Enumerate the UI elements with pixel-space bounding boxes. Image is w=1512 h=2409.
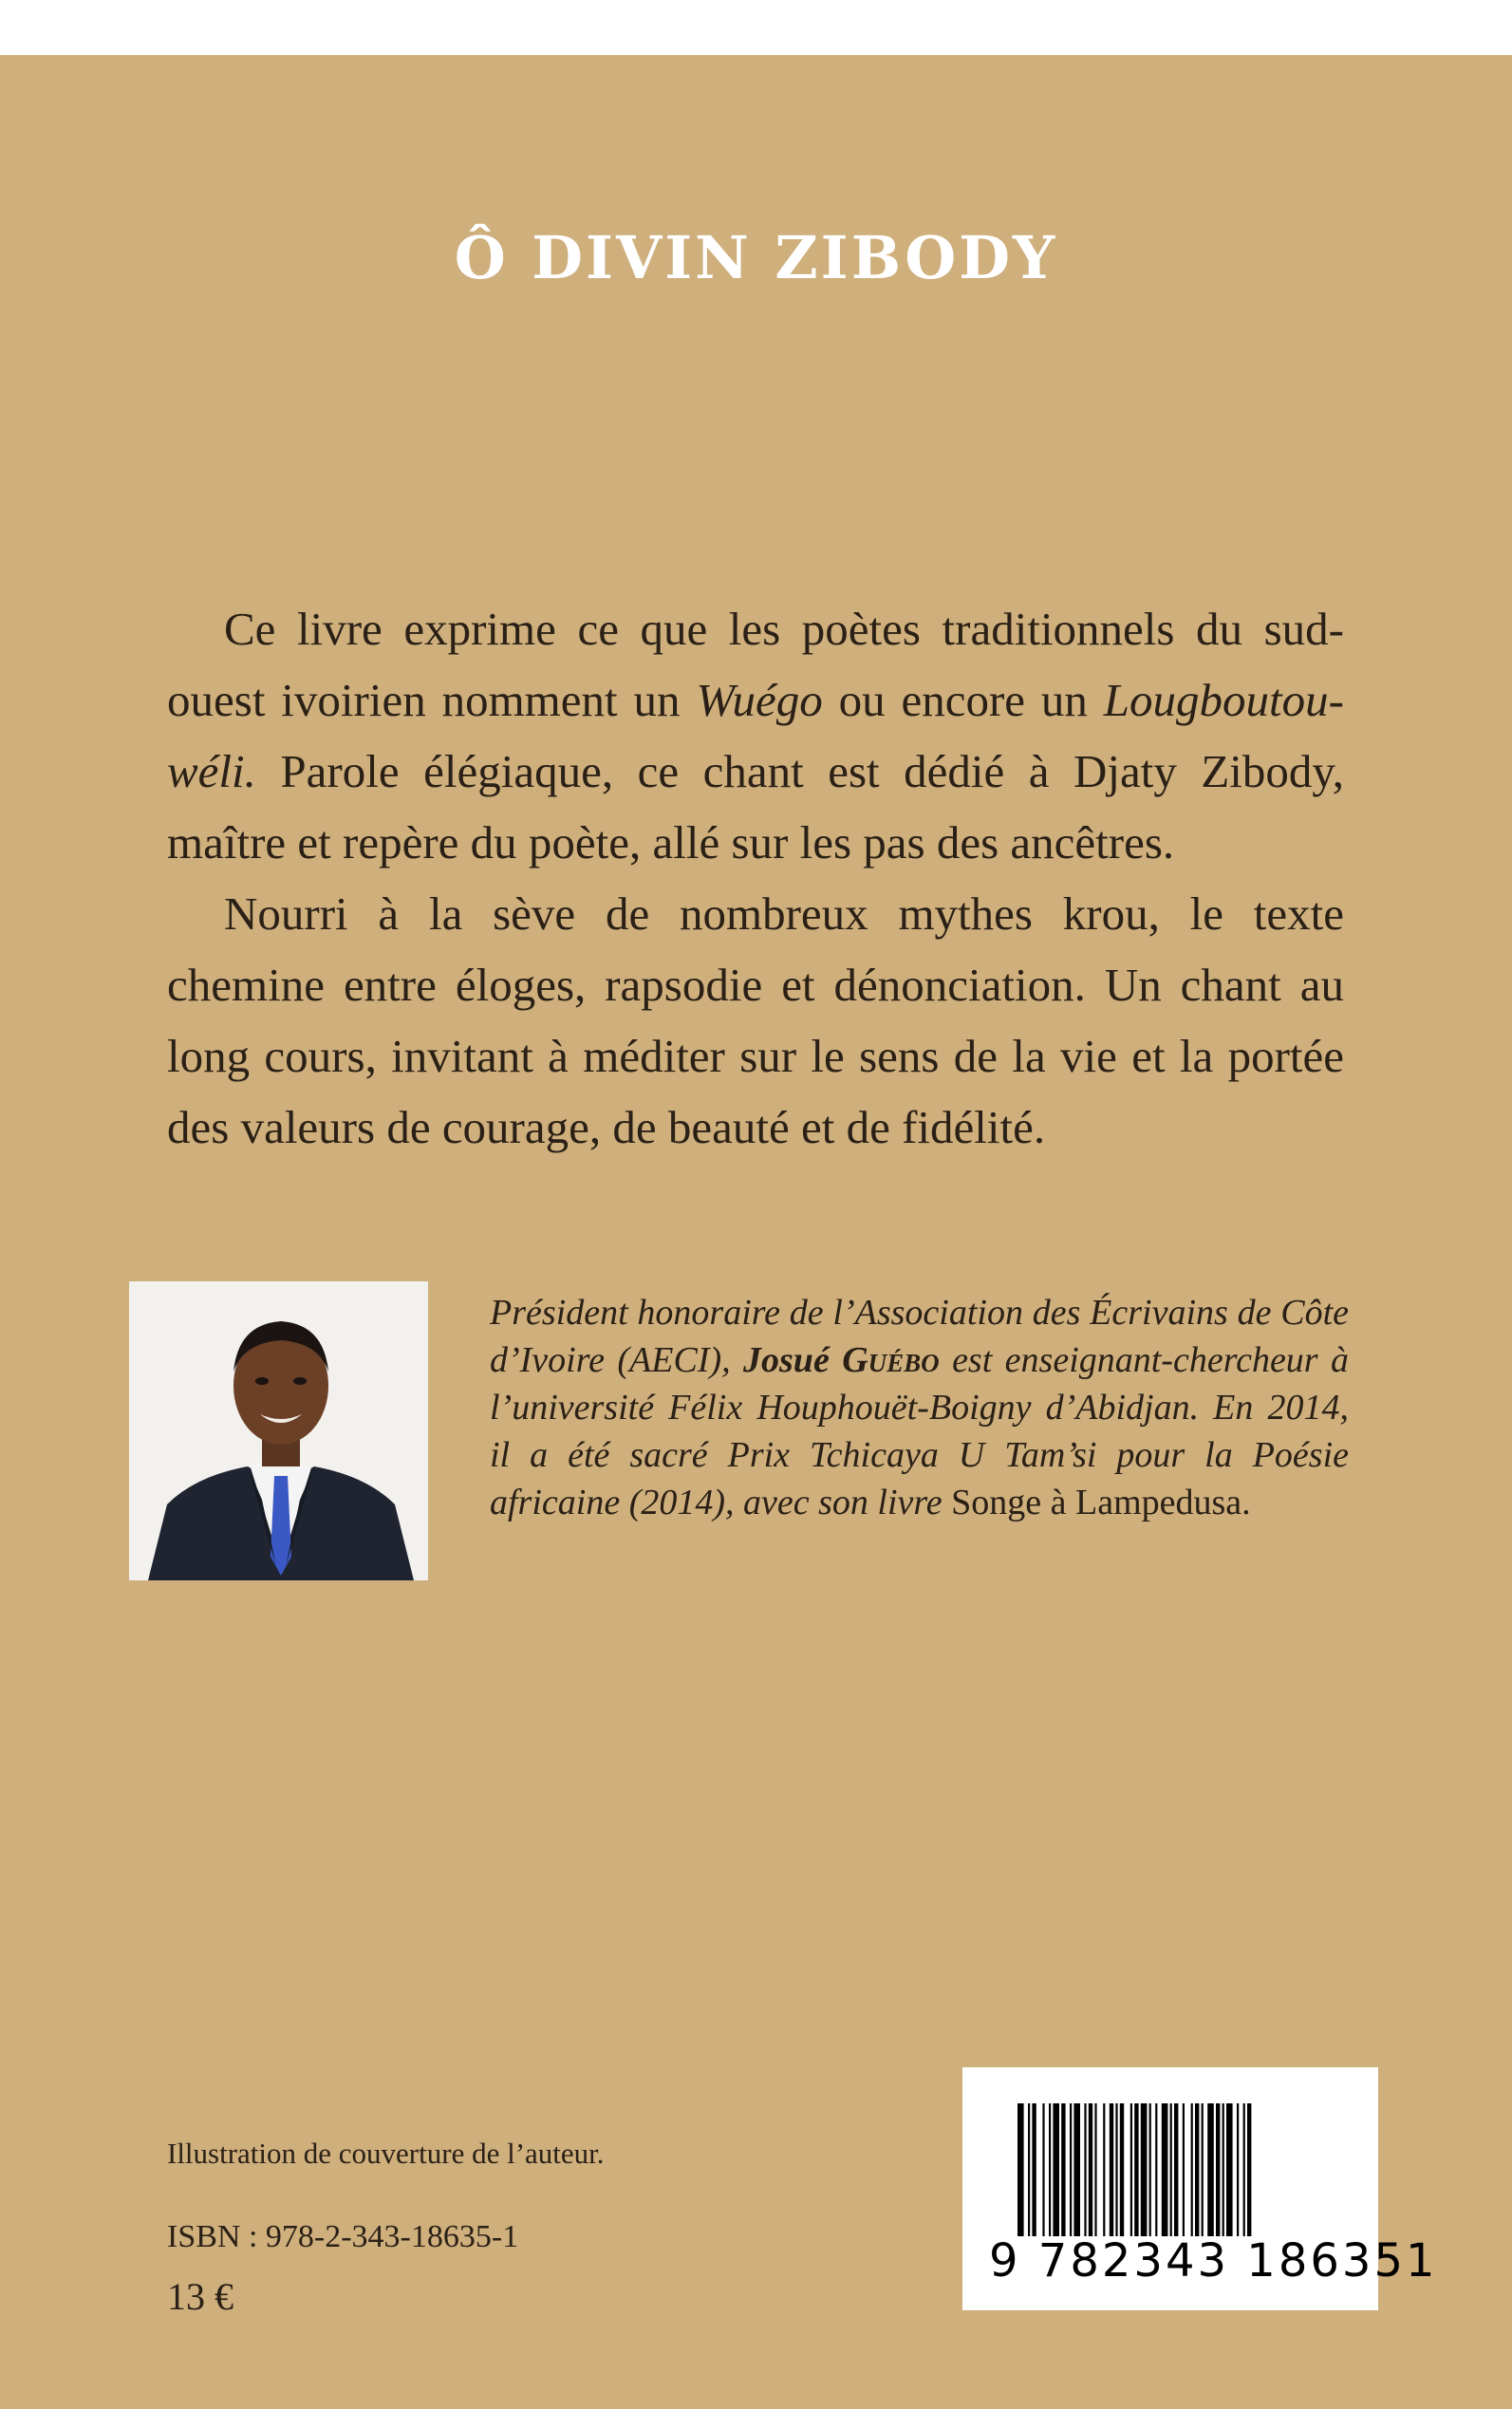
bio-text: est enseignant-chercheur à l’université Félix Houphouët-Boigny d’Abidjan. En 2014, il a été sacré Prix Tchicaya U Tam’si pour la Poésie africaine (2014), avec son livre — [490, 1340, 1349, 1522]
barcode-bar — [1134, 2103, 1138, 2236]
author-photo — [129, 1281, 428, 1580]
barcode-bar — [1103, 2103, 1105, 2236]
illustration-credit: Illustration de couverture de l’auteur. — [167, 2137, 605, 2170]
book-reference: Songe à Lampedusa. — [951, 1483, 1251, 1522]
term-lougboutou-weli: Lougboutou-wéli. — [167, 674, 1344, 797]
barcode-bar — [1155, 2103, 1157, 2236]
barcode-bar — [1191, 2103, 1193, 2236]
barcode-bar — [1115, 2103, 1117, 2236]
author-first-name: Josué — [743, 1340, 843, 1380]
barcode-bar — [1170, 2103, 1172, 2236]
barcode-bar — [1195, 2103, 1199, 2236]
barcode-bar — [1207, 2103, 1214, 2236]
barcode-bar — [1070, 2103, 1072, 2236]
author-portrait-image — [129, 1281, 428, 1580]
barcode-bar — [1032, 2103, 1036, 2236]
barcode — [962, 2067, 1438, 2310]
barcode-bar — [1110, 2103, 1113, 2236]
author-biography — [490, 1289, 1349, 1526]
author-last-name: Guébo — [842, 1340, 940, 1380]
summary-paragraph-2: Nourri à la sève de nombreux mythes krou, le texte chemine entre éloges, rapsodie et dénonciation. Un chant au long cours, invitant à méditer sur le sens de la vie et la portée des valeurs de courage, de beauté et de fidélité. — [167, 887, 1344, 1153]
book-title: Ô DIVIN ZIBODY — [454, 223, 1058, 292]
barcode-bar — [1247, 2103, 1251, 2236]
barcode-bar — [1073, 2103, 1080, 2236]
barcode-bar — [1223, 2103, 1224, 2236]
summary-text: ou encore un — [822, 674, 1104, 726]
barcode-bar — [1243, 2103, 1245, 2236]
barcode-bar — [1149, 2103, 1151, 2236]
barcode-bar — [1089, 2103, 1092, 2236]
barcode-bar — [1216, 2103, 1220, 2236]
barcode-bar — [1084, 2103, 1086, 2236]
summary-text: Parole élégiaque, ce chant est dédié à Djaty Zibody, maître et repère du poète, allé sur les pas des ancêtres. — [167, 745, 1344, 868]
bio-text: Président honoraire de l’Association des Écrivains de Côte d’Ivoire (AECI), — [490, 1293, 1349, 1380]
barcode-bar — [1120, 2103, 1124, 2236]
barcode-bar — [1237, 2103, 1239, 2236]
barcode-bar — [1053, 2103, 1059, 2236]
summary-text: Ce livre exprime ce que les poètes traditionnels du sud-ouest ivoirien nomment un — [167, 603, 1344, 726]
barcode-bar — [1028, 2103, 1030, 2236]
barcode-digits: 9 782343 186351 — [989, 2234, 1438, 2288]
barcode-bar — [1174, 2103, 1178, 2236]
barcode-bar — [1017, 2103, 1024, 2236]
summary-paragraph-1 — [167, 593, 1344, 878]
barcode-bar — [1042, 2103, 1044, 2236]
barcode-bar — [1061, 2103, 1065, 2236]
barcode-bar — [1130, 2103, 1132, 2236]
back-cover — [0, 55, 1512, 2409]
barcode-bar — [1202, 2103, 1204, 2236]
barcode-bar — [1141, 2103, 1148, 2236]
barcode-bar — [1183, 2103, 1185, 2236]
barcode-bar — [1162, 2103, 1168, 2236]
barcode-bar — [1094, 2103, 1096, 2236]
book-summary — [167, 593, 1344, 1163]
barcode-bar — [1049, 2103, 1051, 2236]
price: 13 € — [167, 2275, 233, 2318]
term-wuego: Wuégo — [696, 674, 823, 726]
barcode-bar — [1226, 2103, 1233, 2236]
isbn: ISBN : 978-2-343-18635-1 — [167, 2219, 519, 2254]
